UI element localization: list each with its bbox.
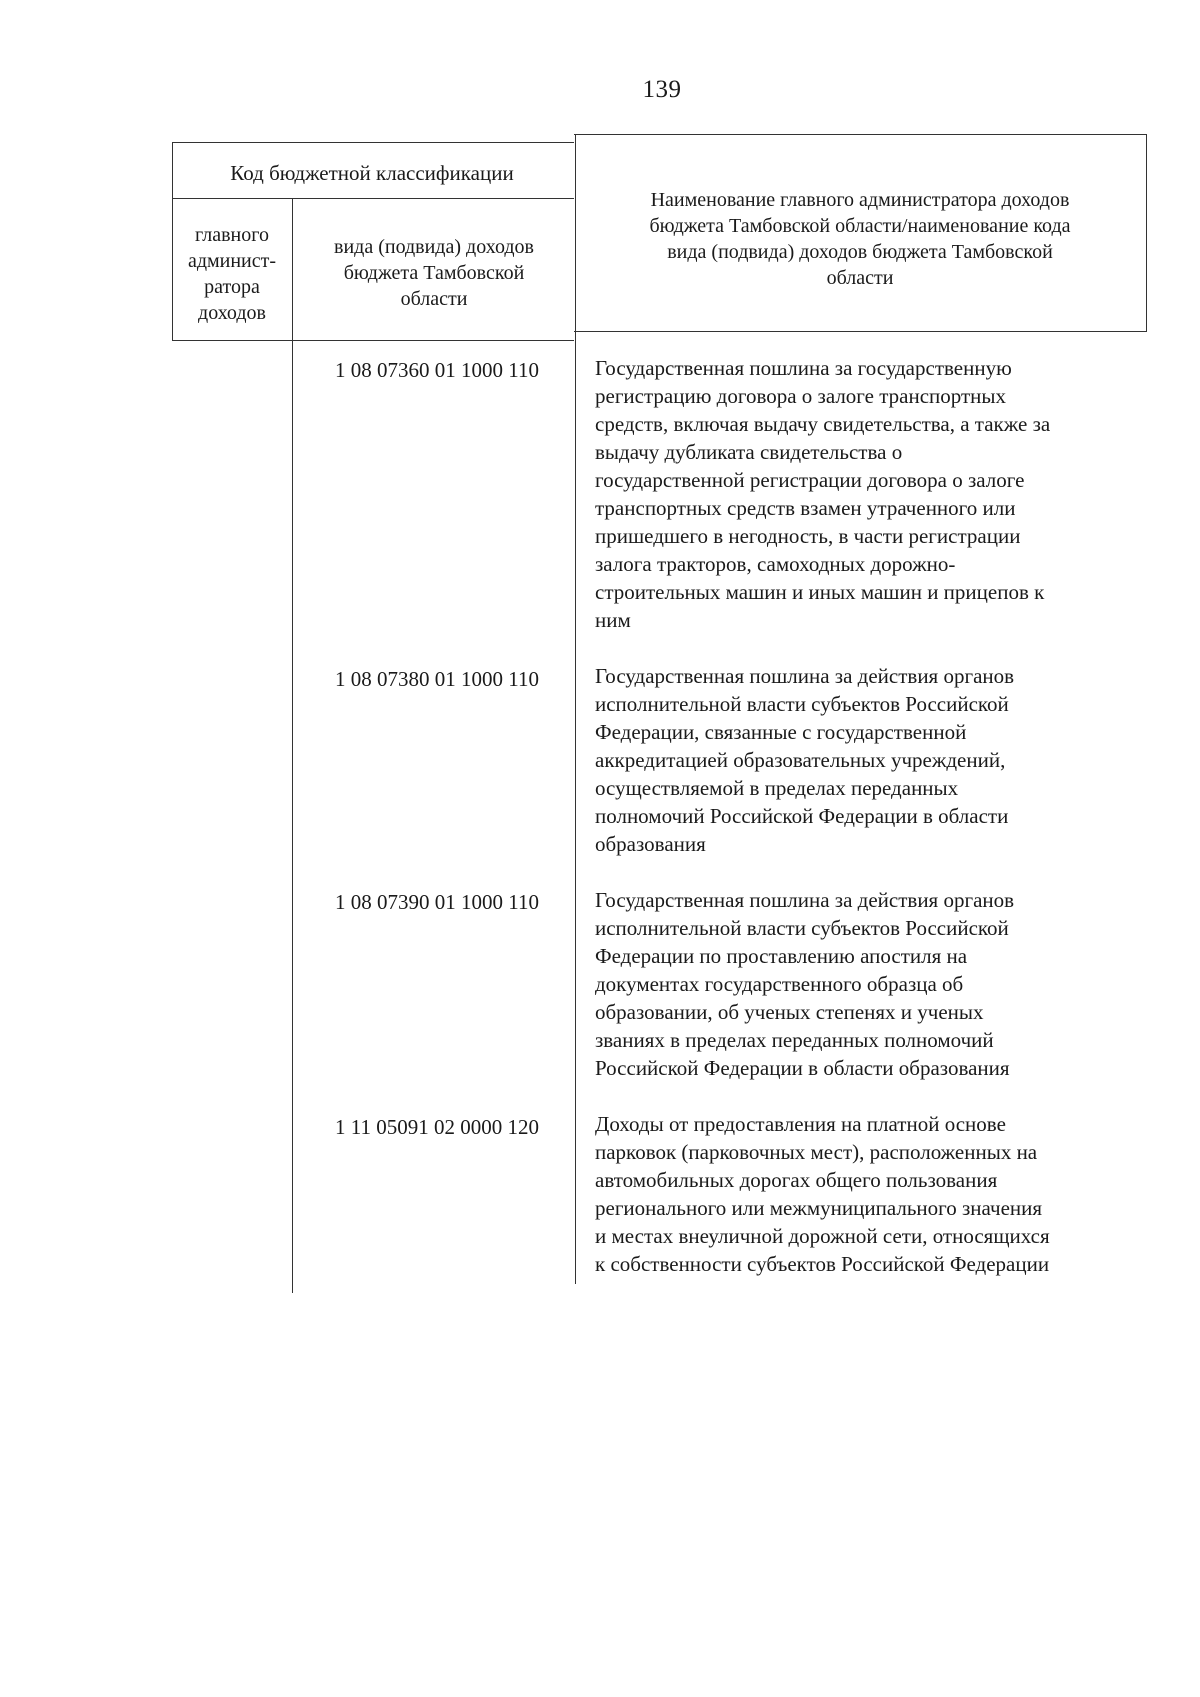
description-line: к собственности субъектов Российской Федерации: [595, 1252, 1050, 1276]
table-row-description: [595, 1110, 1135, 1278]
description-line: Федерации, связанные с государственной: [595, 720, 967, 744]
description-line: государственной регистрации договора о залоге: [595, 468, 1025, 492]
header-admin-line: главного: [195, 224, 269, 246]
table-row-description: [595, 662, 1135, 858]
header-name-line: вида (подвида) доходов бюджета Тамбовской: [667, 241, 1053, 263]
description-line: аккредитацией образовательных учреждений,: [595, 748, 1006, 772]
description-line: Государственная пошлина за государственную: [595, 356, 1012, 380]
description-line: строительных машин и иных машин и прицепов к: [595, 580, 1045, 604]
description-line: Российской Федерации в области образования: [595, 1056, 1010, 1080]
description-line: званиях в пределах переданных полномочий: [595, 1028, 994, 1052]
table-top-border-left: [172, 142, 574, 143]
description-line: исполнительной власти субъектов Российской: [595, 916, 1009, 940]
page-number: 139: [642, 76, 682, 103]
description-line: средств, включая выдачу свидетельства, а также за: [595, 412, 1051, 436]
header-kind-line: вида (подвида) доходов: [334, 236, 534, 258]
table-row-description: [595, 354, 1135, 634]
description-line: регистрацию договора о залоге транспортных: [595, 384, 1007, 408]
description-line: автомобильных дорогах общего пользования: [595, 1168, 998, 1192]
header-name-line: Наименование главного администратора доходов: [650, 189, 1070, 211]
header-kind-line: области: [400, 288, 468, 310]
description-line: транспортных средств взамен утраченного или: [595, 496, 1016, 520]
description-line: и местах внеуличной дорожной сети, относящихся: [595, 1224, 1050, 1248]
header-name-line: бюджета Тамбовской области/наименование кода: [649, 215, 1071, 237]
table-row-code: 1 11 05091 02 0000 120: [335, 1115, 539, 1139]
description-line: парковок (парковочных мест), расположенных на: [595, 1140, 1038, 1164]
description-line: Государственная пошлина за действия органов: [595, 664, 1015, 688]
column-divider-code-name: [575, 134, 576, 1284]
header-chief-administrator: [172, 222, 292, 326]
table-right-border: [1146, 134, 1147, 332]
description-line: осуществляемой в пределах переданных: [595, 776, 959, 800]
description-line: регионального или межмуниципального значения: [595, 1196, 1043, 1220]
description-line: пришедшего в негодность, в части регистрации: [595, 524, 1021, 548]
table-top-border-right: [574, 134, 1146, 135]
column-divider-admin-kind: [292, 198, 293, 1293]
header-bottom-border-left: [172, 340, 574, 341]
header-subdivider: [172, 198, 574, 199]
description-line: ним: [595, 608, 631, 632]
header-budget-classification-code: Код бюджетной классификации: [230, 161, 514, 185]
description-line: Государственная пошлина за действия органов: [595, 888, 1015, 912]
description-line: образовании, об ученых степенях и ученых: [595, 1000, 984, 1024]
table-row-code: 1 08 07380 01 1000 110: [335, 667, 539, 691]
description-line: полномочий Российской Федерации в области: [595, 804, 1009, 828]
header-name-line: области: [826, 267, 894, 289]
description-line: Федерации по проставлению апостиля на: [595, 944, 968, 968]
header-revenue-kind: [294, 234, 574, 312]
table-row-code: 1 08 07360 01 1000 110: [335, 358, 539, 382]
header-kind-line: бюджета Тамбовской: [343, 262, 525, 284]
header-admin-line: админист-: [187, 250, 277, 272]
header-admin-line: ратора: [204, 276, 260, 298]
header-bottom-border-right: [574, 331, 1146, 332]
table-row-description: [595, 886, 1135, 1082]
description-line: Доходы от предоставления на платной основе: [595, 1112, 1006, 1136]
description-line: исполнительной власти субъектов Российской: [595, 692, 1009, 716]
table-row-code: 1 08 07390 01 1000 110: [335, 890, 539, 914]
header-admin-line: доходов: [198, 302, 266, 324]
description-line: выдачу дубликата свидетельства о: [595, 440, 903, 464]
header-name-column: [580, 187, 1140, 291]
description-line: образования: [595, 832, 706, 856]
description-line: документах государственного образца об: [595, 972, 964, 996]
description-line: залога тракторов, самоходных дорожно-: [595, 552, 956, 576]
